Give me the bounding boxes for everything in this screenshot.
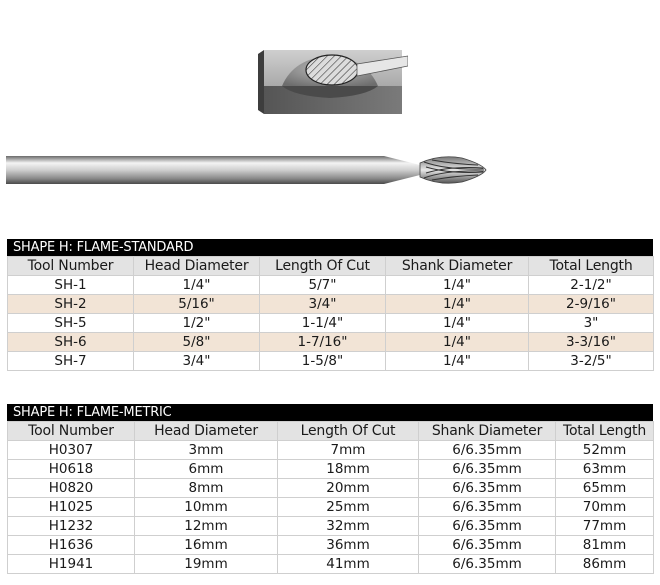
cell-shank-diameter: 6/6.35mm: [419, 517, 556, 536]
cell-total-length: 3": [529, 314, 654, 333]
table-row: [8, 517, 654, 536]
cell-total-length: 2-9/16": [529, 295, 654, 314]
cell-tool-number: H0820: [8, 479, 135, 498]
cell-length-of-cut: 36mm: [278, 536, 419, 555]
col-head-diameter: Head Diameter: [135, 422, 278, 441]
col-total-length: Total Length: [556, 422, 654, 441]
cell-head-diameter: 5/8": [134, 333, 260, 352]
shank-body: [6, 156, 384, 184]
block-side: [258, 50, 264, 114]
table-row: [8, 314, 654, 333]
table-row: [8, 441, 654, 460]
metric-table-title: SHAPE H: FLAME-METRIC: [7, 404, 653, 421]
col-shank-diameter: Shank Diameter: [419, 422, 556, 441]
col-length-of-cut: Length Of Cut: [260, 257, 386, 276]
cell-length-of-cut: 25mm: [278, 498, 419, 517]
cell-total-length: 77mm: [556, 517, 654, 536]
col-tool-number: Tool Number: [8, 257, 134, 276]
cell-shank-diameter: 1/4": [386, 333, 529, 352]
cell-total-length: 52mm: [556, 441, 654, 460]
cell-shank-diameter: 6/6.35mm: [419, 441, 556, 460]
table-row: [8, 352, 654, 371]
cell-head-diameter: 3/4": [134, 352, 260, 371]
standard-spec-table-block: [7, 239, 653, 371]
table-row: [8, 536, 654, 555]
cell-total-length: 70mm: [556, 498, 654, 517]
cell-total-length: 81mm: [556, 536, 654, 555]
cell-shank-diameter: 6/6.35mm: [419, 536, 556, 555]
cell-head-diameter: 10mm: [135, 498, 278, 517]
cell-tool-number: H1941: [8, 555, 135, 574]
cell-tool-number: H1636: [8, 536, 135, 555]
col-head-diameter: Head Diameter: [134, 257, 260, 276]
col-total-length: Total Length: [529, 257, 654, 276]
cell-length-of-cut: 1-5/8": [260, 352, 386, 371]
table-row: [8, 333, 654, 352]
cell-head-diameter: 3mm: [135, 441, 278, 460]
flame-bur-profile-illustration: [0, 150, 490, 190]
table-header-row: [8, 257, 654, 276]
cell-tool-number: SH-7: [8, 352, 134, 371]
cell-length-of-cut: 5/7": [260, 276, 386, 295]
table-row: [8, 498, 654, 517]
bur-head-icon: [306, 55, 358, 85]
cell-length-of-cut: 1-1/4": [260, 314, 386, 333]
metric-spec-table: [7, 421, 654, 574]
cell-shank-diameter: 1/4": [386, 352, 529, 371]
cell-tool-number: H0307: [8, 441, 135, 460]
cell-tool-number: SH-5: [8, 314, 134, 333]
col-length-of-cut: Length Of Cut: [278, 422, 419, 441]
cell-total-length: 2-1/2": [529, 276, 654, 295]
cell-shank-diameter: 6/6.35mm: [419, 555, 556, 574]
cell-total-length: 65mm: [556, 479, 654, 498]
cell-total-length: 86mm: [556, 555, 654, 574]
table-row: [8, 295, 654, 314]
cell-length-of-cut: 1-7/16": [260, 333, 386, 352]
cell-length-of-cut: 20mm: [278, 479, 419, 498]
cell-shank-diameter: 1/4": [386, 276, 529, 295]
cell-tool-number: H0618: [8, 460, 135, 479]
cell-shank-diameter: 6/6.35mm: [419, 460, 556, 479]
cell-length-of-cut: 3/4": [260, 295, 386, 314]
cell-head-diameter: 16mm: [135, 536, 278, 555]
cell-shank-diameter: 6/6.35mm: [419, 498, 556, 517]
shank-neck: [384, 156, 420, 184]
standard-table-title: SHAPE H: FLAME-STANDARD: [7, 239, 653, 256]
metric-spec-table-block: [7, 404, 653, 574]
col-tool-number: Tool Number: [8, 422, 135, 441]
col-shank-diameter: Shank Diameter: [386, 257, 529, 276]
table-header-row: [8, 422, 654, 441]
cell-tool-number: H1232: [8, 517, 135, 536]
cell-tool-number: SH-1: [8, 276, 134, 295]
cell-head-diameter: 1/2": [134, 314, 260, 333]
cell-shank-diameter: 1/4": [386, 314, 529, 333]
standard-spec-table: [7, 256, 654, 371]
cell-shank-diameter: 1/4": [386, 295, 529, 314]
cell-total-length: 3-3/16": [529, 333, 654, 352]
cell-shank-diameter: 6/6.35mm: [419, 479, 556, 498]
cell-head-diameter: 1/4": [134, 276, 260, 295]
cell-length-of-cut: 32mm: [278, 517, 419, 536]
cell-head-diameter: 12mm: [135, 517, 278, 536]
cell-head-diameter: 8mm: [135, 479, 278, 498]
cell-head-diameter: 19mm: [135, 555, 278, 574]
cell-total-length: 3-2/5": [529, 352, 654, 371]
cell-total-length: 63mm: [556, 460, 654, 479]
cell-length-of-cut: 7mm: [278, 441, 419, 460]
cell-head-diameter: 6mm: [135, 460, 278, 479]
cell-tool-number: H1025: [8, 498, 135, 517]
bur-cutting-illustration: [258, 40, 408, 118]
table-row: [8, 479, 654, 498]
cell-head-diameter: 5/16": [134, 295, 260, 314]
table-row: [8, 460, 654, 479]
cell-tool-number: SH-6: [8, 333, 134, 352]
cell-length-of-cut: 41mm: [278, 555, 419, 574]
flame-head-icon: [420, 157, 486, 183]
table-row: [8, 276, 654, 295]
cell-tool-number: SH-2: [8, 295, 134, 314]
cell-length-of-cut: 18mm: [278, 460, 419, 479]
table-row: [8, 555, 654, 574]
